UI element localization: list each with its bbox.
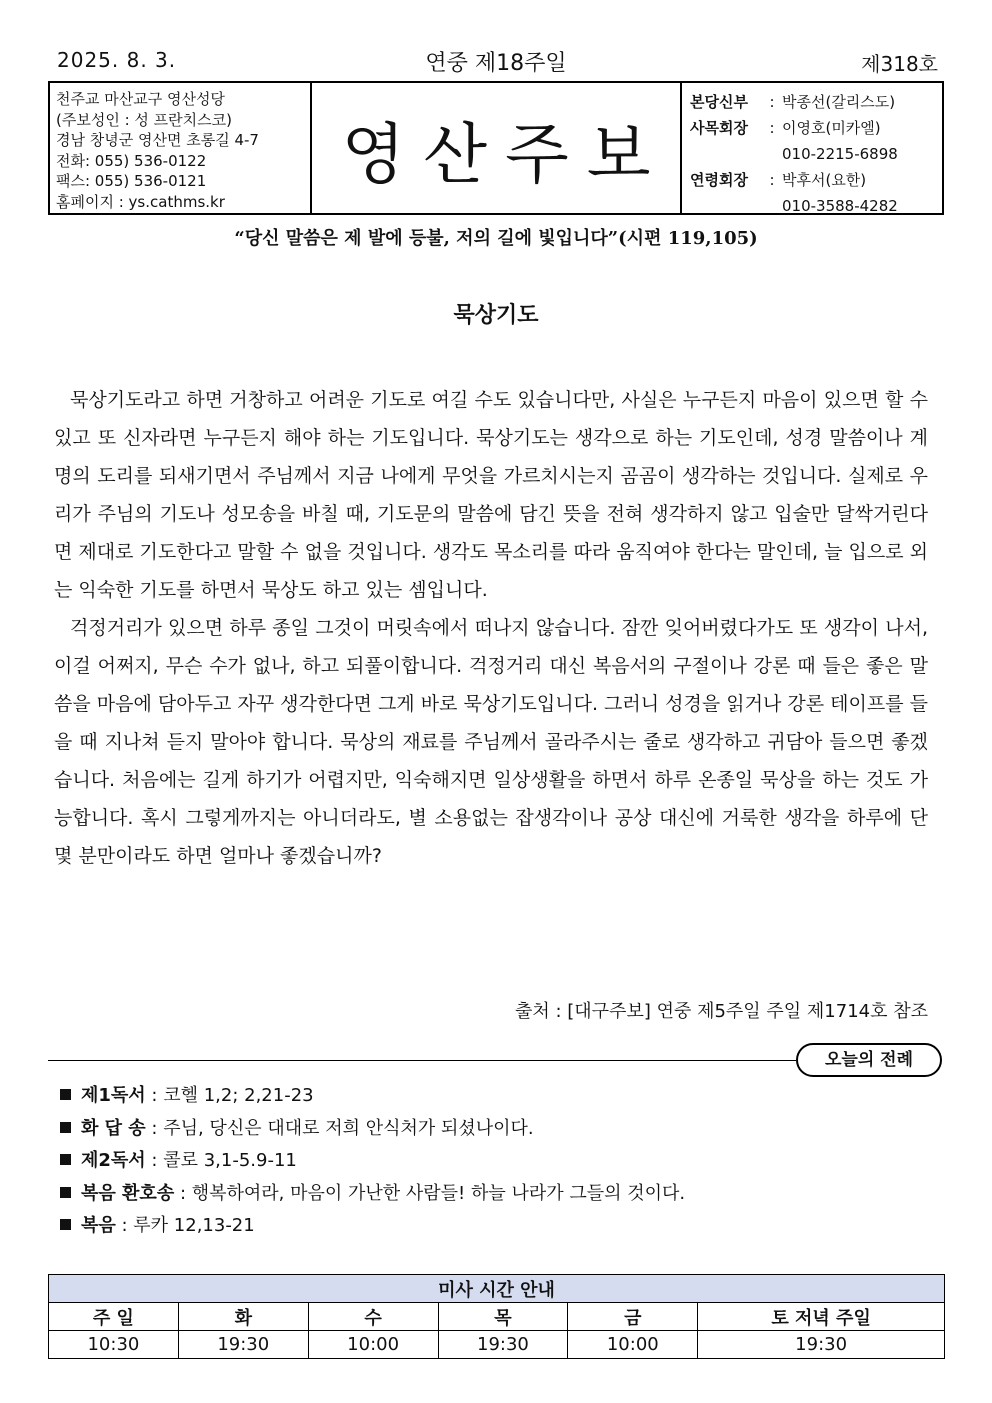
square-bullet-icon — [60, 1187, 71, 1198]
reading-label: 복음 환호송 — [81, 1182, 175, 1204]
liturgical-week: 연중 제18주일 — [425, 51, 567, 76]
staff-colon: : — [769, 171, 775, 189]
staff-name: 박종선(갈리스도) — [782, 93, 896, 111]
mass-time: 10:00 — [308, 1331, 438, 1359]
issue-number: 제318호 — [861, 52, 938, 76]
todays-liturgy-label: 오늘의 전례 — [796, 1043, 942, 1077]
staff-label: 사목회장 — [690, 119, 748, 137]
article-paragraph: 묵상기도라고 하면 거창하고 어려운 기도로 여길 수도 있습니다만, 사실은 누구든지 마음이 있으면 할 수 있고 또 신자라면 누구든지 해야 하는 기도입니다. 묵상기도는 생각으로 하는 기도인데, 성경 말씀이나 계명의 도리를 되새기면서 주님께서 지금 나에게 무엇을 가르치시는지 곰곰이 생각하는 것입니다. 실제로 우리가 주님의 기도나 성모송을 바칠 때, 기도문의 말씀에 담긴 뜻을 전혀 생각하지 않고 입술만 달싹거린다면 제대로 기도한다고 말할 수 없을 것입니다. 생각도 목소리를 따라 움직여야 한다는 말인데, 늘 입으로 외는 익숙한 기도를 하면서 묵상도 하고 있는 셈입니다. — [54, 389, 928, 601]
staff-pastor — [690, 89, 942, 115]
mass-time: 19:30 — [178, 1331, 308, 1359]
square-bullet-icon — [60, 1219, 71, 1230]
parish-name: 천주교 마산교구 영산성당 — [56, 90, 225, 108]
staff-phone-row — [690, 141, 942, 167]
bulletin-title: 영산주보 — [341, 115, 669, 193]
parish-fax: 팩스: 055) 536-0121 — [56, 172, 207, 190]
parish-info — [50, 83, 312, 213]
reading-text: : 루카 12,13-21 — [115, 1215, 255, 1236]
mass-days-row — [49, 1303, 945, 1331]
article-paragraph: 걱정거리가 있으면 하루 종일 그것이 머릿속에서 떠나지 않습니다. 잠깐 잊어버렸다가도 또 생각이 나서, 이걸 어쩌지, 무슨 수가 없나, 하고 되풀이합니다. 걱정거리 대신 복음서의 구절이나 강론 때 들은 좋은 말씀을 마음에 담아두고 자꾸 생각한다면 그게 바로 묵상기도입니다. 그러니 성경을 읽거나 강론 테이프를 들을 때 지나쳐 듣지 말아야 합니다. 묵상의 재료를 주님께서 골라주시는 줄로 생각하고 귀담아 들으면 좋겠습니다. 처음에는 길게 하기가 어렵지만, 익숙해지면 일상생활을 하면서 하루 온종일 묵상을 하는 것도 가능합니다. 혹시 그렇게까지는 아니더라도, 별 소용없는 잡생각이나 공상 대신에 거룩한 생각을 하루에 단 몇 분만이라도 하면 얼마나 좋겠습니까? — [54, 617, 928, 867]
reading-text: : 코헬 1,2; 2,21-23 — [145, 1085, 314, 1106]
reading-label: 제2독서 — [81, 1150, 146, 1171]
reading-text: : 행복하여라, 마음이 가난한 사람들! 하늘 나라가 그들의 것이다. — [174, 1182, 686, 1204]
reading-label: 화 답 송 — [81, 1117, 146, 1139]
staff-colon: : — [769, 93, 775, 111]
mass-times-row — [49, 1331, 945, 1359]
mass-time: 19:30 — [438, 1331, 568, 1359]
article-source: 출처 : [대구주보] 연중 제5주일 주일 제1714호 참조 — [514, 1001, 928, 1022]
parish-phone: 전화: 055) 536-0122 — [56, 151, 207, 170]
reading-item — [60, 1145, 685, 1178]
mass-day: 목 — [438, 1303, 568, 1331]
mass-day: 수 — [308, 1303, 438, 1331]
staff-info — [682, 83, 942, 213]
staff-council-president — [690, 115, 942, 141]
article-title: 묵상기도 — [453, 303, 539, 328]
square-bullet-icon — [60, 1122, 71, 1133]
mass-time: 10:00 — [568, 1331, 698, 1359]
staff-label: 연령회장 — [690, 171, 748, 189]
issue-date: 2025. 8. 3. — [57, 48, 177, 72]
patron-saint: (주보성인 : 성 프란치스코) — [56, 110, 232, 129]
mass-day: 주 일 — [49, 1303, 179, 1331]
staff-phone-row — [690, 193, 942, 219]
readings-list — [60, 1080, 685, 1243]
masthead-title-cell — [312, 83, 682, 213]
reading-text: : 콜로 3,1-5.9-11 — [145, 1150, 297, 1171]
mass-times-caption: 미사 시간 안내 — [49, 1275, 945, 1303]
reading-text: : 주님, 당신은 대대로 저희 안식처가 되셨나이다. — [145, 1117, 534, 1139]
mass-times-table — [48, 1274, 945, 1359]
staff-colon: : — [769, 119, 775, 137]
mass-day: 화 — [178, 1303, 308, 1331]
staff-name: 이영호(미카엘) — [782, 119, 881, 137]
masthead — [48, 81, 944, 215]
parish-address: 경남 창녕군 영산면 초롱길 4-7 — [56, 131, 259, 149]
mass-day: 금 — [568, 1303, 698, 1331]
reading-label: 제1독서 — [81, 1085, 146, 1106]
parish-homepage[interactable]: 홈페이지 : ys.cathms.kr — [56, 192, 225, 211]
reading-item — [60, 1210, 685, 1243]
reading-item — [60, 1113, 685, 1146]
motto-verse: “당신 말씀은 제 발에 등불, 저의 길에 빛입니다”(시편 119,105) — [234, 228, 758, 249]
article-body — [54, 381, 928, 875]
square-bullet-icon — [60, 1089, 71, 1100]
reading-label: 복음 — [81, 1215, 116, 1236]
reading-item — [60, 1080, 685, 1113]
staff-name: 박후서(요한) — [782, 171, 867, 189]
staff-phone: 010-3588-4282 — [782, 197, 898, 215]
mass-time: 19:30 — [698, 1331, 945, 1359]
section-divider — [48, 1060, 796, 1061]
staff-phone: 010-2215-6898 — [782, 145, 898, 163]
staff-memorial-president — [690, 167, 942, 193]
mass-time: 10:30 — [49, 1331, 179, 1359]
square-bullet-icon — [60, 1154, 71, 1165]
staff-label: 본당신부 — [690, 93, 748, 111]
mass-day: 토 저녁 주일 — [698, 1303, 945, 1331]
reading-item — [60, 1178, 685, 1211]
